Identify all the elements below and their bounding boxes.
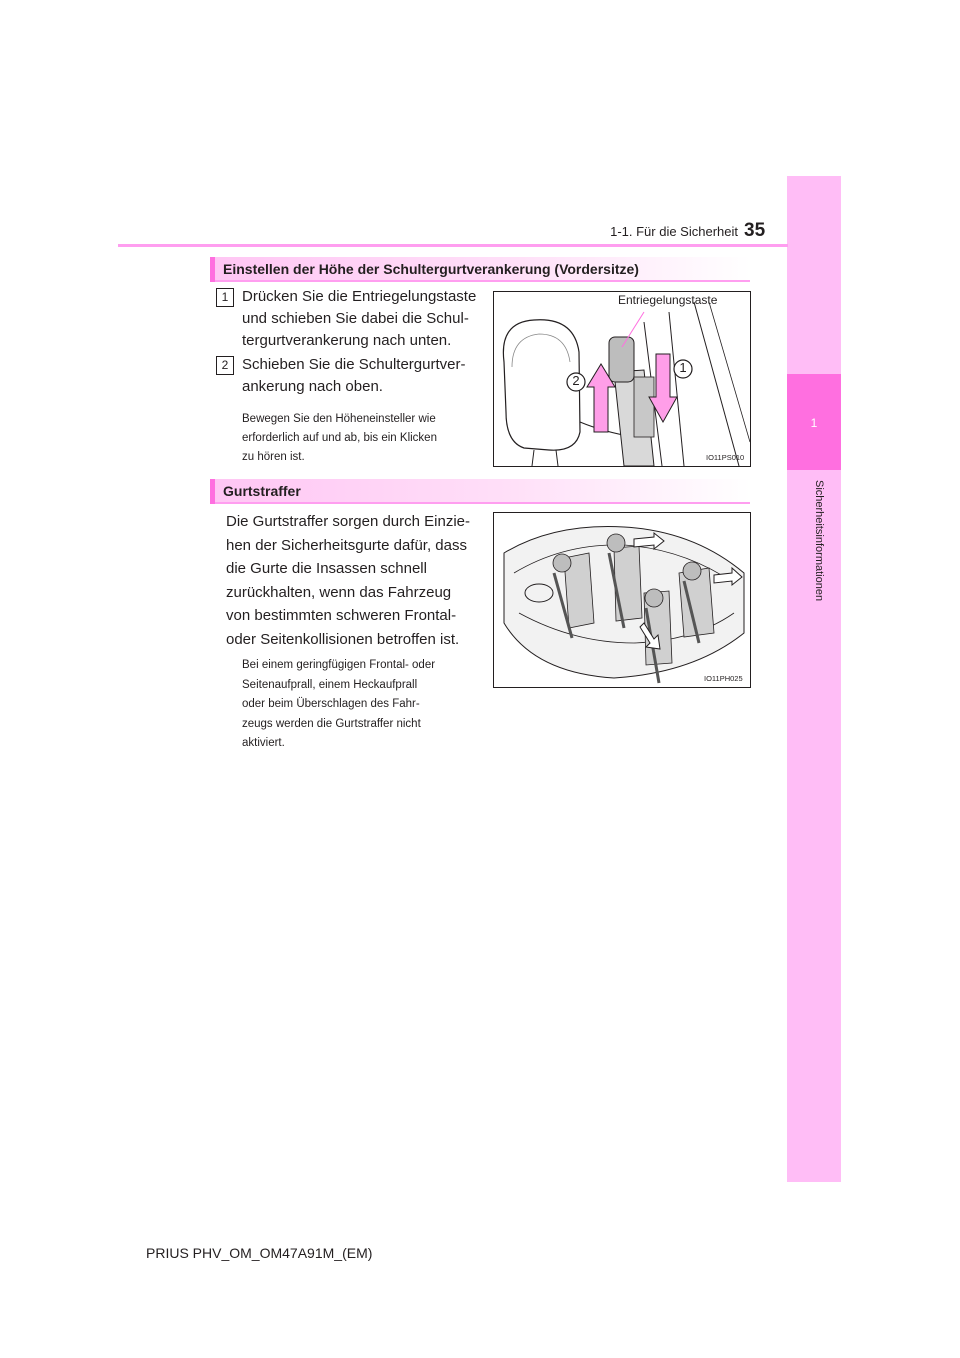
vehicle-interior-illustration xyxy=(494,513,750,687)
text-line: und schieben Sie dabei die Schul- xyxy=(242,310,469,327)
text-line: Seitenaufprall, einem Heckaufprall xyxy=(242,678,418,691)
step-2-text xyxy=(242,354,478,398)
section-heading-pretensioners xyxy=(210,479,750,504)
running-section-title: 1-1. Für die Sicherheit xyxy=(610,224,738,239)
figure-shoulder-anchor-adjuster xyxy=(493,291,751,467)
section-heading-text: Einstellen der Höhe der Schultergurtverankerung (Vordersitze) xyxy=(223,261,639,277)
step-number-badge: 2 xyxy=(216,356,234,375)
figure-pretensioners xyxy=(493,512,751,688)
text-line: hen der Sicherheitsgurte dafür, dass xyxy=(226,536,467,554)
step-1-text xyxy=(242,286,478,352)
text-line: oder beim Überschlagen des Fahr- xyxy=(242,698,420,710)
figure-code: IO11PH025 xyxy=(704,674,743,683)
text-line: von bestimmten schweren Frontal- xyxy=(226,607,457,624)
side-tab-chapter-number: 1 xyxy=(810,416,818,430)
figure-marker-2: 2 xyxy=(572,373,580,388)
shoulder-anchor-illustration xyxy=(494,292,750,466)
side-tab xyxy=(787,176,841,1182)
text-line: zeugs werden die Gurtstraffer nicht xyxy=(242,717,421,730)
note-text xyxy=(242,410,478,467)
text-line: Schieben Sie die Schultergurtver- xyxy=(242,356,466,373)
text-line: Drücken Sie die Entriegelungstaste xyxy=(242,288,477,305)
side-tab-chapter-label-text: Sicherheitsinformationen xyxy=(813,480,825,602)
text-line: die Gurte die Insassen schnell xyxy=(226,560,427,577)
text-line: zu hören ist. xyxy=(242,451,305,463)
pretensioner-description xyxy=(226,510,478,651)
figure-code: IO11PS010 xyxy=(706,453,745,462)
callout-label-release-button: Entriegelungstaste xyxy=(618,293,718,307)
side-tab-chapter-label xyxy=(769,480,869,602)
text-line: tergurtverankerung nach unten. xyxy=(242,332,452,349)
text-line: aktiviert. xyxy=(242,737,285,749)
page-number: 35 xyxy=(744,220,766,241)
text-line: zurückhalten, wenn das Fahrzeug xyxy=(226,583,452,601)
text-line: erforderlich auf und ab, bis ein Klicken xyxy=(242,432,437,444)
header-rule xyxy=(118,244,788,247)
step-number-badge: 1 xyxy=(216,288,234,307)
text-line: oder Seitenkollisionen betroffen ist. xyxy=(226,630,460,648)
text-line: Bewegen Sie den Höheneinsteller wie xyxy=(242,413,436,425)
text-line: ankerung nach oben. xyxy=(242,378,383,395)
section-heading-shoulder-anchor xyxy=(210,257,750,282)
text-line: Bei einem geringfügigen Frontal- oder xyxy=(242,659,436,671)
figure-marker-1: 1 xyxy=(679,360,687,375)
section-heading-text: Gurtstraffer xyxy=(223,483,301,499)
text-line: Die Gurtstraffer sorgen durch Einzie- xyxy=(226,513,470,530)
document-footer-code: PRIUS PHV_OM_OM47A91M_(EM) xyxy=(146,1245,373,1261)
note-text xyxy=(242,656,478,754)
